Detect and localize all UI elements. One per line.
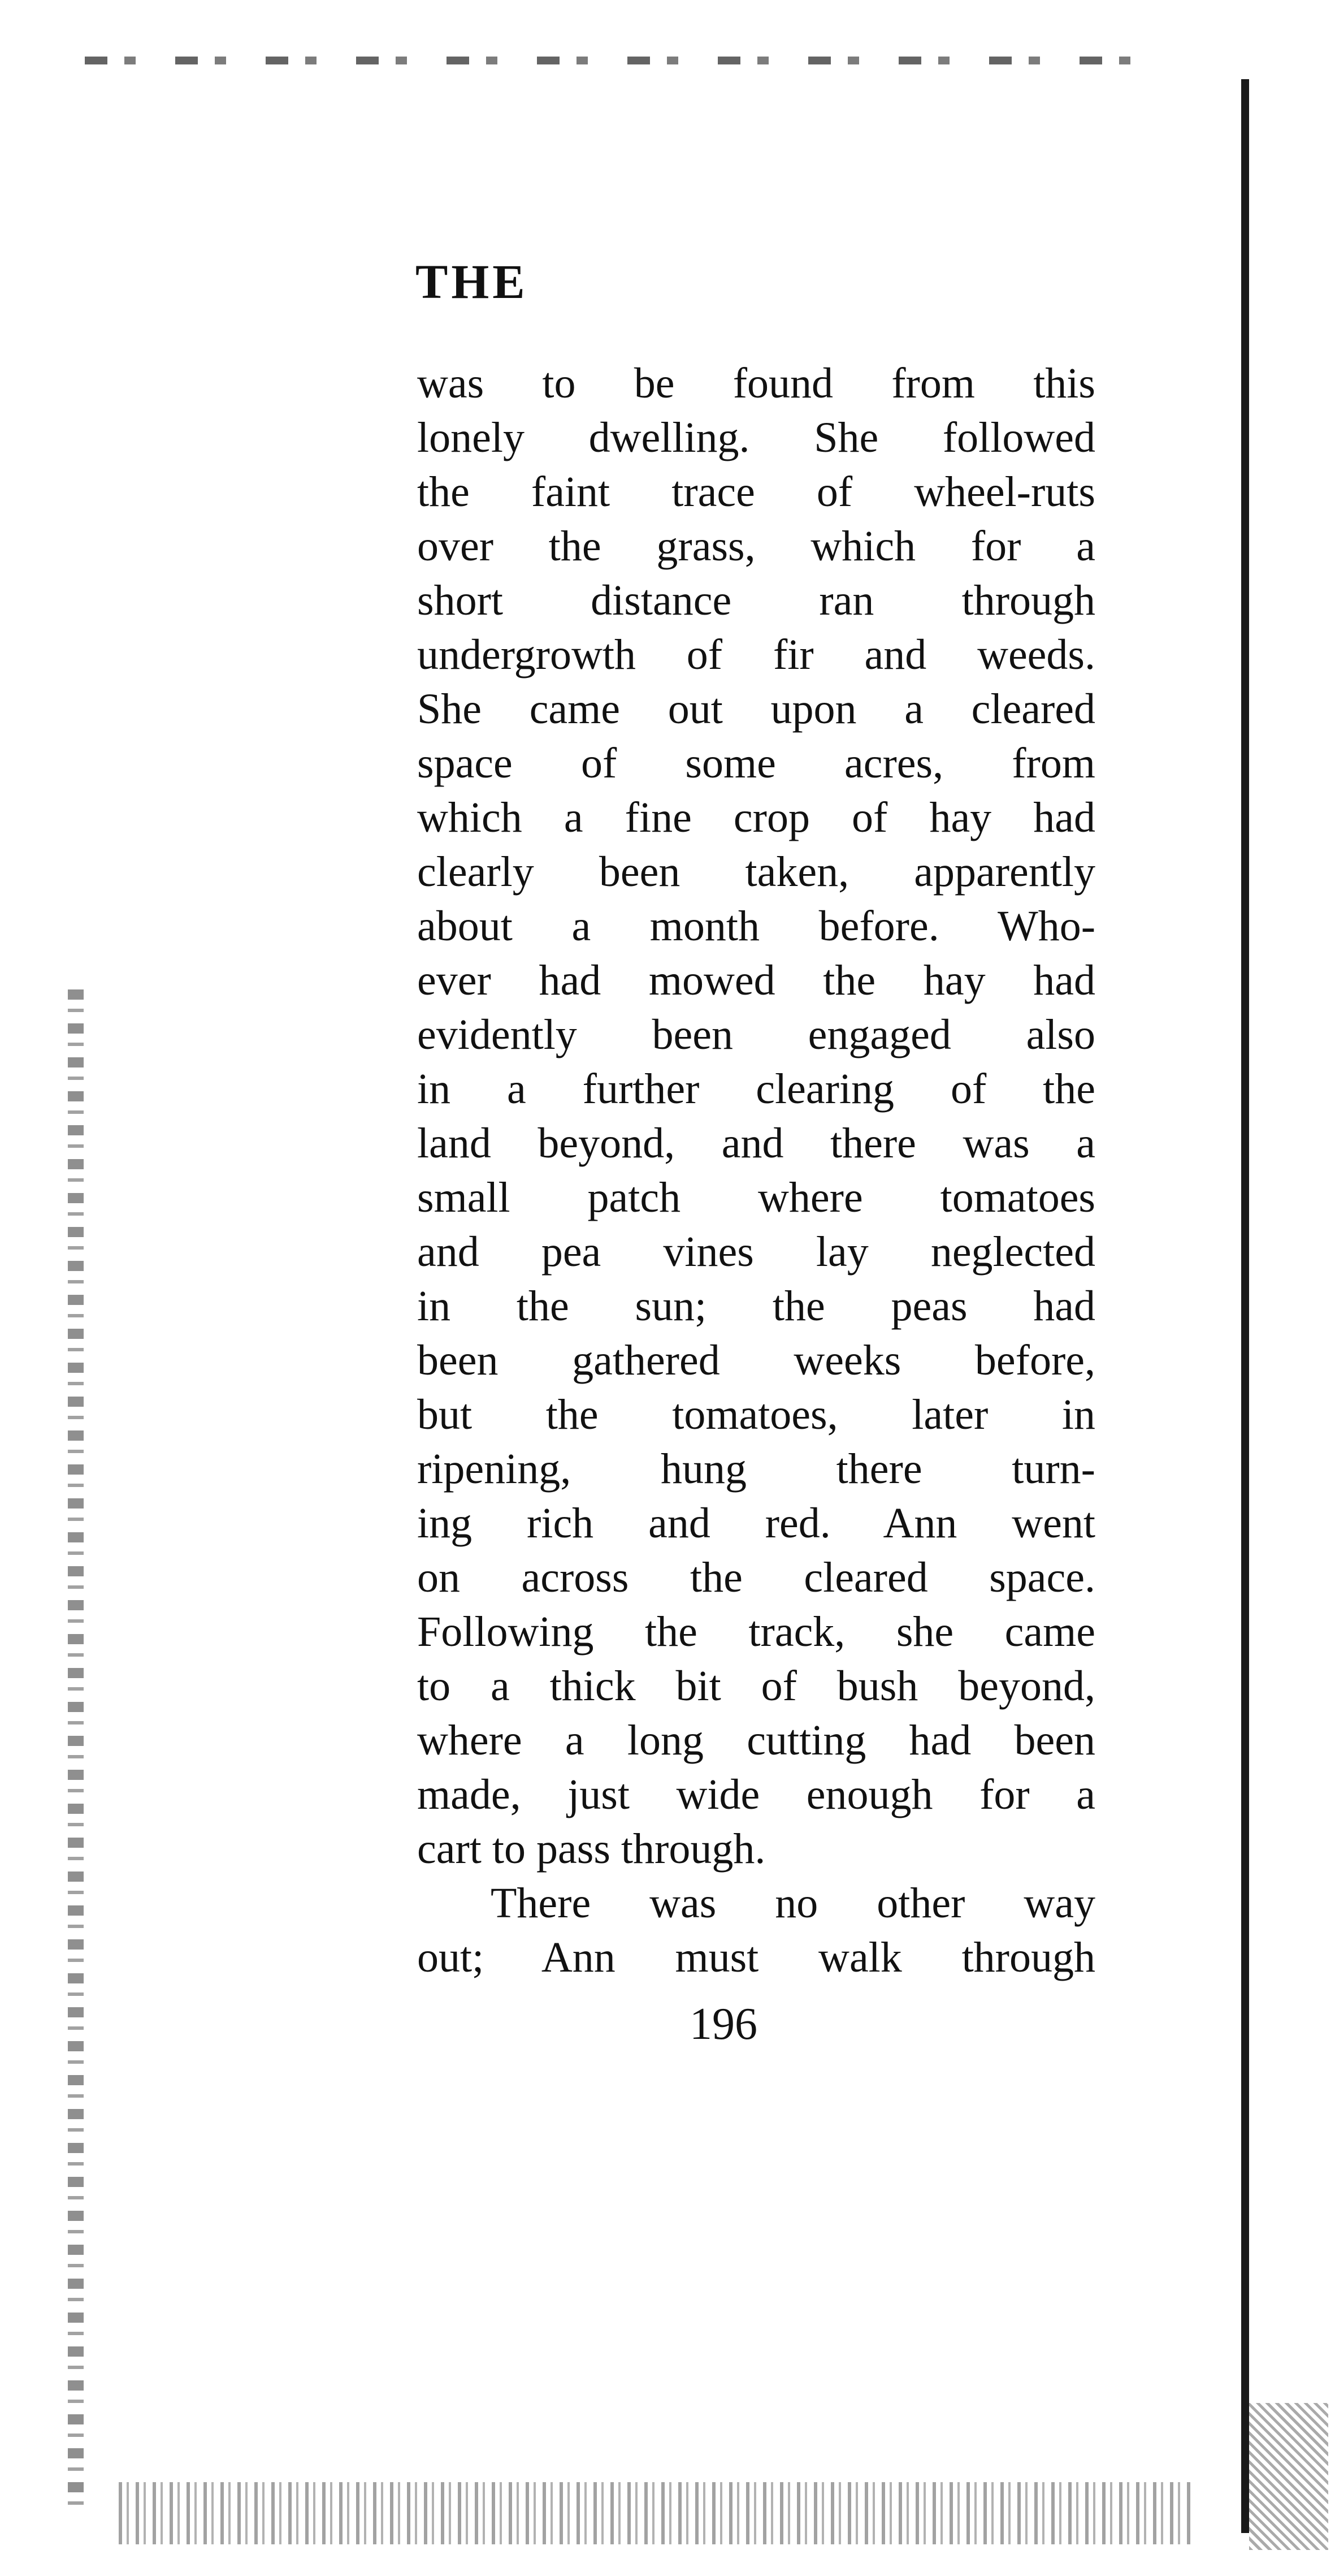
text-line: Following the track, she came xyxy=(417,1608,1095,1656)
text-line: about a month before. Who- xyxy=(417,902,1095,950)
text-line: where a long cutting had been xyxy=(417,1717,1095,1764)
running-head: THE xyxy=(415,254,528,309)
text-line: but the tomatoes, later in xyxy=(417,1391,1095,1438)
text-line: and pea vines lay neglected xyxy=(417,1228,1095,1276)
body-text xyxy=(417,356,1095,1985)
text-line: short distance ran through xyxy=(417,577,1095,624)
text-line: to a thick bit of bush beyond, xyxy=(417,1662,1095,1710)
text-line: in a further clearing of the xyxy=(417,1065,1095,1113)
text-line: lonely dwelling. She followed xyxy=(417,414,1095,461)
paragraph-end-line: cart to pass through. xyxy=(417,1825,766,1873)
scan-edge-left xyxy=(68,989,84,2516)
text-line: over the grass, which for a xyxy=(417,522,1095,570)
text-line: space of some acres, from xyxy=(417,740,1095,787)
text-line: land beyond, and there was a xyxy=(417,1120,1095,1167)
scan-edge-bottom xyxy=(119,2482,1193,2544)
scan-edge-right xyxy=(1241,79,1249,2533)
text-line: out; Ann must walk through xyxy=(417,1934,1095,1981)
text-line: was to be found from this xyxy=(417,360,1095,407)
text-line: She came out upon a cleared xyxy=(417,685,1095,733)
text-line: made, just wide enough for a xyxy=(417,1771,1095,1818)
text-line: clearly been taken, apparently xyxy=(417,848,1095,896)
text-line: ever had mowed the hay had xyxy=(417,957,1095,1004)
text-line: ripening, hung there turn- xyxy=(417,1445,1095,1493)
text-line: undergrowth of fir and weeds. xyxy=(417,631,1095,678)
scan-edge-top xyxy=(85,57,1159,64)
paragraph-start-line: There was no other way xyxy=(491,1879,1095,1927)
text-line: ing rich and red. Ann went xyxy=(417,1499,1095,1547)
text-line: in the sun; the peas had xyxy=(417,1282,1095,1330)
text-line: on across the cleared space. xyxy=(417,1554,1095,1601)
text-line: evidently been engaged also xyxy=(417,1011,1095,1058)
text-line: the faint trace of wheel-ruts xyxy=(417,468,1095,516)
text-line: which a fine crop of hay had xyxy=(417,794,1095,841)
text-line: small patch where tomatoes xyxy=(417,1174,1095,1221)
page-number: 196 xyxy=(690,1999,757,2049)
scan-edge-right-fade xyxy=(1249,2403,1328,2550)
text-line: been gathered weeks before, xyxy=(417,1337,1095,1384)
